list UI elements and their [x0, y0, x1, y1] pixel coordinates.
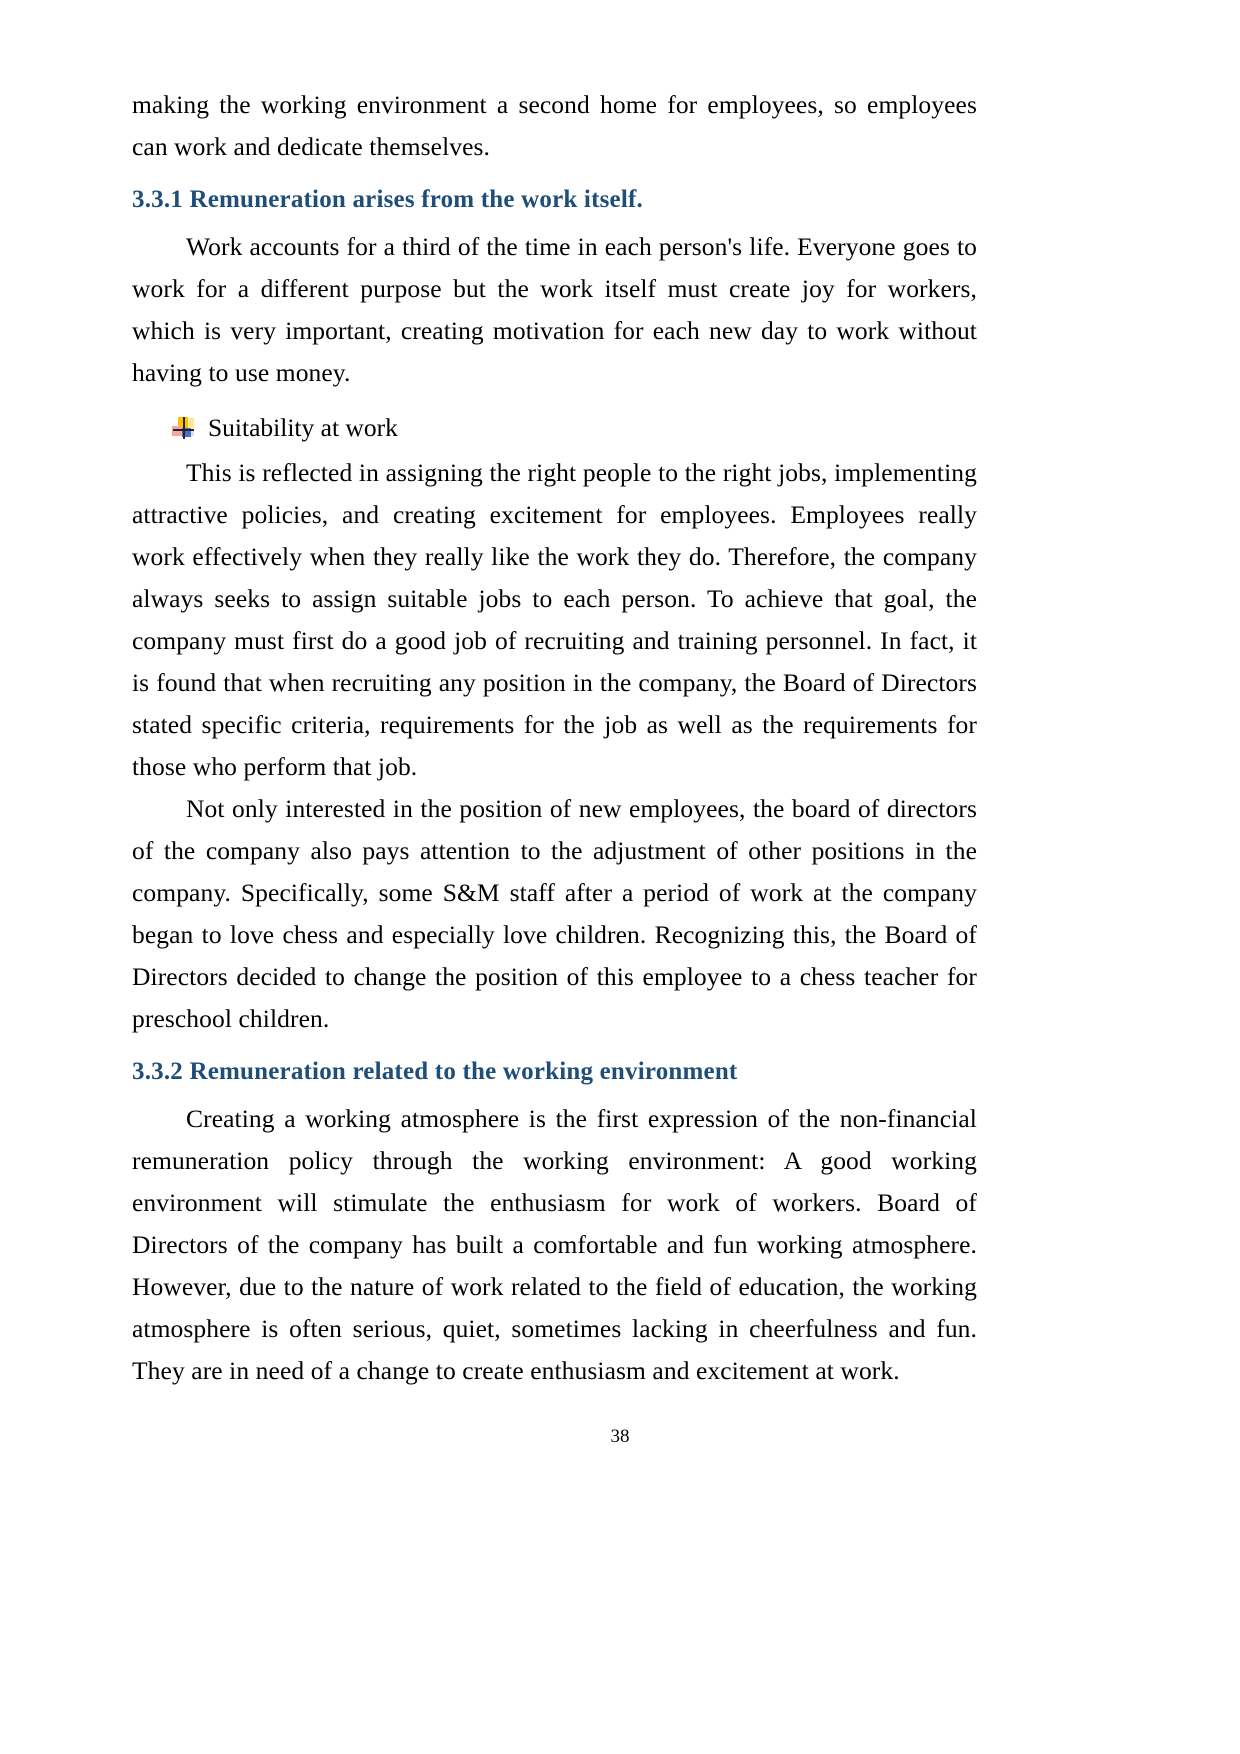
paragraph-intro-continuation: making the working environment a second home for employees, so employees can work and dedicate themselves.: [132, 90, 977, 161]
bullet-item-label: Suitability at work: [208, 413, 398, 442]
paragraph-creating-atmosphere: Creating a working atmosphere is the first expression of the non-financial remuneration policy through the working environment: A good working environment will stimulate the enthusiasm for work of workers. Board of Directors of the company has built a comfortable and fun working atmosphere. However, due to the nature of work related to the field of education, the working atmosphere is often serious, quiet, sometimes lacking in cheerfulness and fun. They are in need of a change to create enthusiasm and excitement at work.: [132, 1104, 977, 1385]
heading-3-3-1: 3.3.1 Remuneration arises from the work itself.: [132, 186, 643, 213]
paragraph-work-accounts: Work accounts for a third of the time in each person's life. Everyone goes to work for a different purpose but the work itself must create joy for workers, which is very important, creating motivation for each new day to work without having to use money.: [132, 232, 977, 387]
heading-3-3-2: 3.3.2 Remuneration related to the working environment: [132, 1058, 738, 1085]
paragraph-this-is-reflected: This is reflected in assigning the right people to the right jobs, implementing attractive policies, and creating excitement for employees. Employees really work effectively when they really like the work they do. Therefore, the company always seeks to assign suitable jobs to each person. To achieve that goal, the company must first do a good job of recruiting and training personnel. In fact, it is found that when recruiting any position in the company, the Board of Directors stated specific criteria, requirements for the job as well as the requirements for those who perform that job.: [132, 458, 977, 781]
bullet-list-item-suitability: [132, 408, 977, 448]
page-number: 38: [610, 1426, 630, 1447]
multicolor-cross-bullet-icon: [172, 417, 194, 439]
page-content: [132, 84, 977, 1392]
paragraph-not-only-interested: Not only interested in the position of new employees, the board of directors of the company also pays attention to the adjustment of other positions in the company. Specifically, some S&M staff after a period of work at the company began to love chess and especially love children. Recognizing this, the Board of Directors decided to change the position of this employee to a chess teacher for preschool children.: [132, 794, 977, 1033]
